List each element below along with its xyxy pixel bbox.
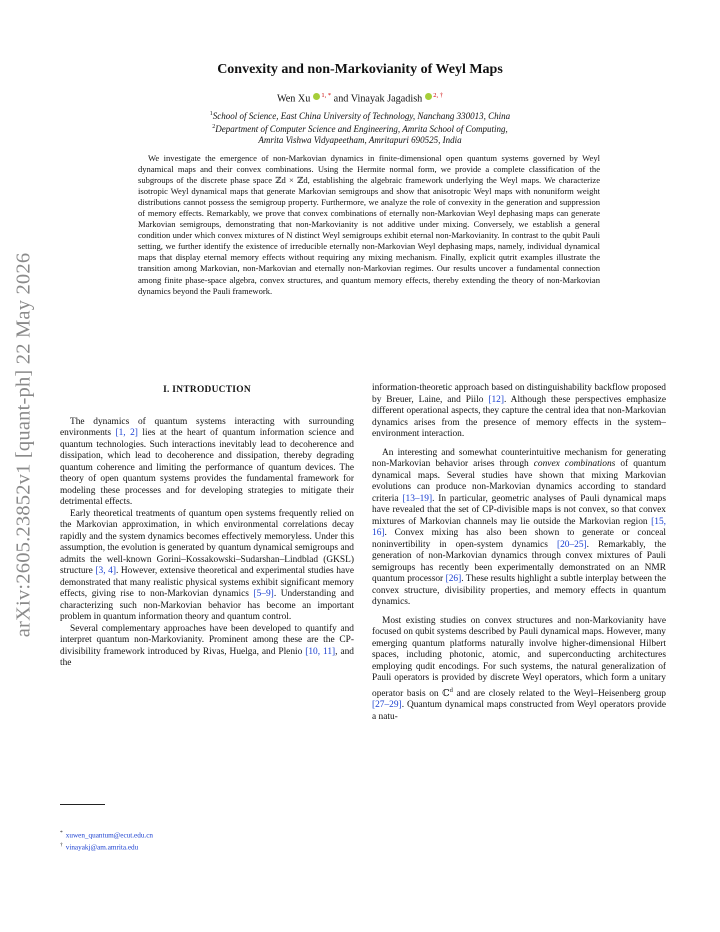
affiliation — [0, 109, 720, 122]
footnote — [60, 840, 153, 852]
paragraph: An interesting and somewhat counterintuitive mechanism for generating non-Markovian behavior arises through convex combinations of quantum dynamical maps. Several studies have shown that mixing Markovian evolutions can produce non-Markovian dynamics according to standard criteria [13–19]. In particular, geometric analyses of Pauli dynamical maps have revealed that the set of CP-divisible maps is not convex, so that convex mixtures of Markovian channels may lie outside the Markovian region [15, 16]. Convex mixing has also been shown to generate or conceal noninvertibility in open-system dynamics [20–25]. Remarkably, the generation of non-Markovian dynamics through convex mixtures of Pauli semigroups has recently been experimentally demonstrated on an NMR quantum processor [26]. These results highlight a subtle interplay between the convex structure, divisibility properties, and memory effects in quantum dynamics. — [372, 447, 666, 607]
paragraph: The dynamics of quantum systems interacting with surrounding environments [1, 2] lies at the heart of quantum information science and quantum technologies. Such interactions inevitably lead to decoherence and dissipation, which lead to decoherence and dissipation, thereby degrading quantum coherence and limiting the performance of quantum devices. The theory of open quantum systems provides the fundamental framework for modeling these processes and for developing strategies to mitigate their detrimental effects. — [60, 416, 354, 507]
affil-text: Amrita Vishwa Vidyapeetham, Amritapuri 690525, India — [258, 135, 462, 145]
footnote-mark: † — [60, 842, 63, 849]
footnote-mark: * — [60, 830, 63, 836]
orcid-icon[interactable] — [425, 93, 432, 100]
footnote — [60, 828, 153, 840]
footnote-rule — [60, 804, 105, 805]
arxiv-id: arXiv:2605.23852v1 [quant-ph] 22 May 2026 — [12, 252, 35, 638]
right-column — [372, 383, 666, 723]
paragraph: Several complementary approaches have been developed to quantify and interpret quantum non-Markovianity. Prominent among these are the CP-divisibility framework introduced by Rivas, Huelga, and Plenio [10, 11], and the — [60, 623, 354, 668]
author-name: Wen Xu — [276, 93, 311, 105]
arxiv-stamp — [6, 230, 42, 660]
citation-link[interactable]: [5–9] — [253, 589, 274, 599]
author-affil-mark: 2, † — [433, 92, 444, 99]
orcid-icon[interactable] — [313, 93, 320, 100]
citation-link[interactable]: [12] — [488, 394, 504, 405]
paragraph: Most existing studies on convex structures and non-Markovianity have focused on qubit systems described by Pauli dynamical maps. However, many emerging quantum platforms naturally involve higher-dimensional Hilbert spaces, including photonic, atomic, and superconducting architectures employing qudit encodings. For such systems, the natural generalization of Pauli operators is provided by discrete Weyl operators, which form a unitary operator basis on ℂ$^d$ and are closely related to the Weyl–Heisenberg group [27–29]. Quantum dynamical maps constructed from Weyl operators provide a natu- — [372, 615, 666, 722]
author-line — [0, 92, 720, 104]
citation-link[interactable]: [27–29] — [372, 700, 402, 711]
email-link[interactable]: vinayakj@am.amrita.edu — [65, 843, 139, 852]
email-link[interactable]: xuwen_quantum@ecut.edu.cn — [65, 831, 154, 840]
citation-link[interactable]: [1, 2] — [115, 428, 138, 438]
affil-mark: 2 — [212, 124, 216, 130]
affiliation — [0, 135, 720, 146]
paragraph: Early theoretical treatments of quantum open systems frequently relied on the Markovian approximation, in which environmental correlations decay rapidly and the system dynamics becomes effectively memoryless. Under this assumption, the evolution is generated by quantum dynamical semigroups and admits the well-known Gorini–Kossakowski–Sudarshan–Lindblad (GKSL) structure [3, 4]. However, extensive theoretical and experimental studies have demonstrated that many realistic physical systems exhibit significant memory effects, giving rise to non-Markovian dynamics [5–9]. Understanding and characterizing such non-Markovian behavior has become an important problem in quantum information theory and quantum control. — [60, 508, 354, 622]
footnotes — [60, 828, 153, 853]
affil-mark: 1 — [209, 111, 213, 117]
section-heading: I. INTRODUCTION — [163, 385, 251, 395]
affil-text: School of Science, East China University of Technology, Nanchang 330013, China — [212, 111, 511, 121]
paper-title: Convexity and non-Markovianity of Weyl Maps — [217, 62, 503, 77]
paragraph: information-theoretic approach based on distinguishability backflow proposed by Breuer, Laine, and Piilo [12]. Although these perspectives emphasize different operational aspects, they capture the central idea that non-Markovian dynamics arises from the presence of memory effects in the system–environment interaction. — [372, 383, 666, 439]
citation-link[interactable]: [13–19] — [402, 493, 433, 504]
affil-text: Department of Computer Science and Engineering, Amrita School of Computing, — [215, 124, 508, 134]
abstract: We investigate the emergence of non-Markovian dynamics in finite-dimensional open quantum systems governed by Weyl dynamical maps and their convex combinations. Using the Hermite normal form, we provide a complete classification of the subgroups of the discrete phase space ℤd × ℤd, establishing the algebraic framework underlying the Weyl maps. We characterize isotropic Weyl dynamical maps that generate Markovian semigroups and show that anisotropic Weyl maps with nonuniform weight distributions cannot possess the semigroup property. Furthermore, we analyze the role of convexity in the generation and suppression of memory effects. Remarkably, we prove that convex combinations of eternally non-Markovian Weyl dephasing maps can generate Markovian semigroups, demonstrating that non-Markovianity is not additive under mixing. Conversely, we establish a general condition under which convex mixtures of N distinct Weyl semigroups exhibit eternal non-Markovianity. In contrast to the qubit Pauli setting, we further identify the existence of irreducible eternally non-Markovian Weyl dephasing maps, namely, individual dynamical maps that display eternal memory effects without requiring any mixing mechanism. Finally, explicit qutrit examples illustrate the transition among Markovian, non-Markovian and eternally non-Markovian regimes. Our results uncover a fundamental connection among finite phase-space algebra, convex structures, and quantum memory effects, thereby extending the theory of non-Markovian dynamics beyond the Pauli framework. — [138, 153, 600, 296]
citation-link[interactable]: [20–25] — [556, 539, 587, 550]
left-column — [60, 383, 354, 670]
affiliations — [0, 109, 720, 146]
author-affil-mark: 1, * — [321, 92, 332, 99]
citation-link[interactable]: [15, 16] — [372, 516, 666, 538]
affiliation — [0, 122, 720, 135]
author-and: and — [331, 93, 351, 105]
author-name: Vinayak Jagadish — [350, 93, 423, 105]
citation-link[interactable]: [3, 4] — [95, 566, 116, 576]
citation-link[interactable]: [26] — [445, 574, 462, 584]
citation-link[interactable]: [10, 11] — [305, 646, 336, 657]
